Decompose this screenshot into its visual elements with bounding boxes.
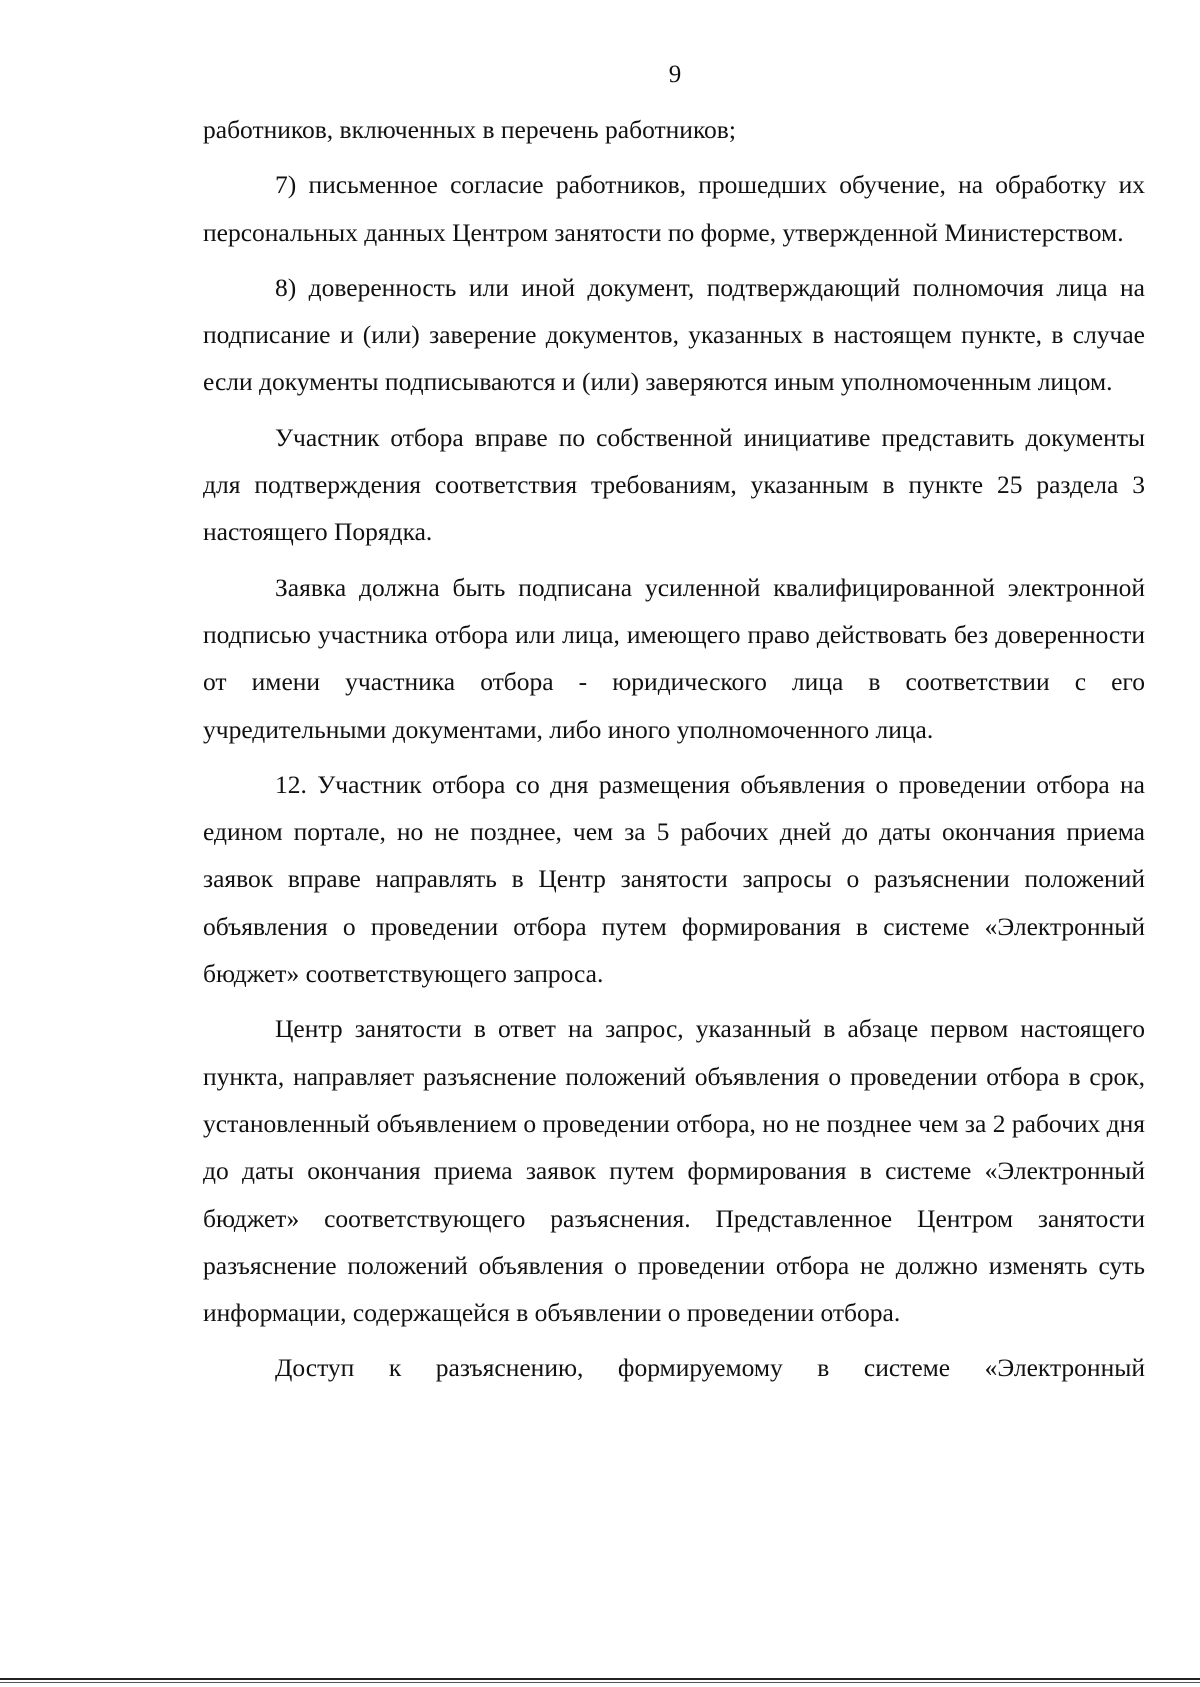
paragraph-initiative: Участник отбора вправе по собственной инициативе представить документы для подтверждения соответствия требованиям, указанным в пункте 25 раздела 3 настоящего Порядка. [203, 422, 1145, 547]
bottom-edge-line [0, 1678, 1200, 1680]
paragraph-item-8: 8) доверенность или иной документ, подтверждающий полномочия лица на подписание и (или) заверение документов, указанных в настоящем пункте, в случае если документы подписываются и (или) заверяются иным уполномоченным лицом. [203, 272, 1145, 397]
paragraph-item-7: 7) письменное согласие работников, прошедших обучение, на обработку их персональных данных Центром занятости по форме, утвержденной Министерством. [203, 170, 1145, 247]
bottom-edge-line-thin [0, 1682, 1200, 1683]
paragraph-continuation: работников, включенных в перечень работников; [203, 115, 736, 144]
document-body [203, 106, 1145, 1392]
paragraph-access: Доступ к разъяснению, формируемому в системе «Электронный [275, 1353, 1145, 1383]
paragraph-clause-12: 12. Участник отбора со дня размещения объявления о проведении отбора на едином портале, но не позднее, чем за 5 рабочих дней до даты окончания приема заявок вправе направлять в Центр занятости запросы о разъяснении положений объявления о проведении отбора путем формирования в системе «Электронный бюджет» соответствующего запроса. [203, 769, 1145, 989]
page-number: 9 [668, 61, 682, 88]
paragraph-signature: Заявка должна быть подписана усиленной квалифицированной электронной подписью участника отбора или лица, имеющего право действовать без доверенности от имени участника отбора - юридического лица в соответствии с его учредительными документами, либо иного уполномоченного лица. [203, 572, 1145, 744]
paragraph-response: Центр занятости в ответ на запрос, указанный в абзаце первом настоящего пункта, направляет разъяснение положений объявления о проведении отбора в срок, установленный объявлением о проведении отбора, но не позднее чем за 2 рабочих дня до даты окончания приема заявок путем формирования в системе «Электронный бюджет» соответствующего разъяснения. Представленное Центром занятости разъяснение положений объявления о проведении отбора не должно изменять суть информации, содержащейся в объявлении о проведении отбора. [203, 1014, 1145, 1328]
